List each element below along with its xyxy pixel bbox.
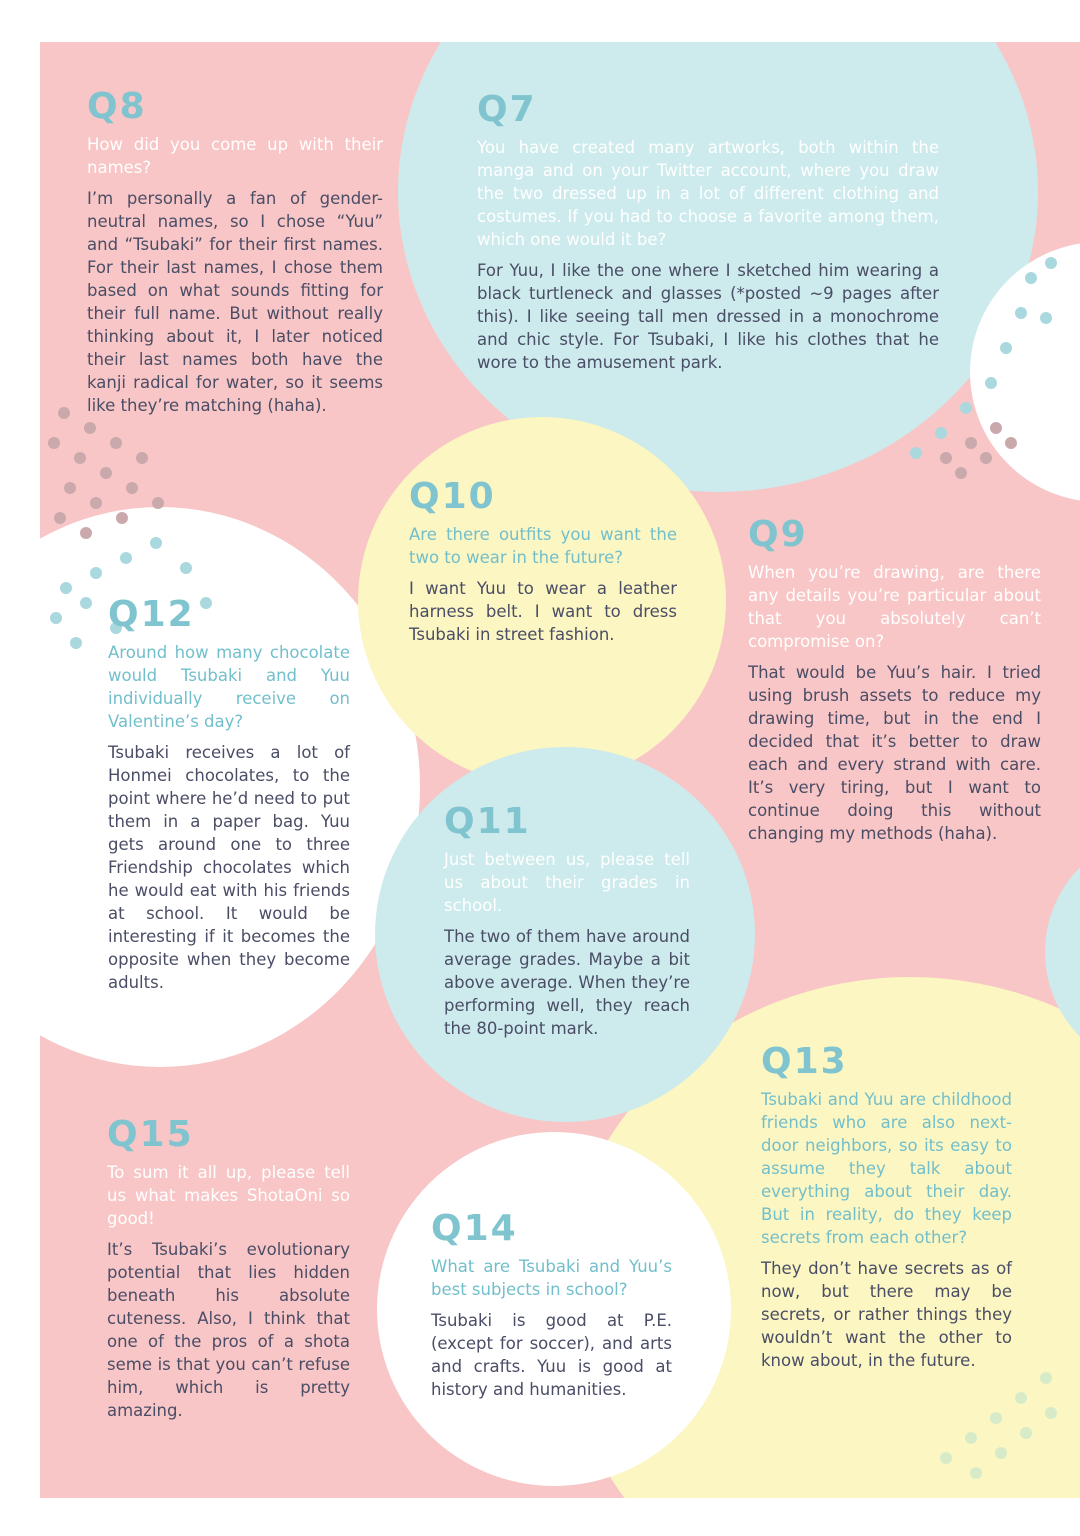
q7-block [477,90,939,374]
q12-answer: Tsubaki receives a lot of Honmei chocolates, to the point where he’d need to put them in a paper bag. Yuu gets around one to three Friendship chocolates which he would eat with his friends at school. It would be interesting if it becomes the opposite when they become adults. [108,743,350,992]
q14-question: What are Tsubaki and Yuu’s best subjects in school? [431,1257,672,1299]
q10-answer: I want Yuu to wear a leather harness belt. I want to dress Tsubaki in street fashion. [409,579,677,644]
q7-number: Q7 [477,89,537,130]
q11-block [444,802,690,1040]
q9-answer: That would be Yuu’s hair. I tried using brush assets to reduce my drawing time, but in the end I decided that it’s better to draw each and every strand with care. It’s very tiring, but I want to continue doing this without changing my methods (haha). [748,663,1041,843]
q15-answer: It’s Tsubaki’s evolutionary potential that lies hidden beneath his absolute cuteness. Also, I think that one of the pros of a shota seme is that you can’t refuse him, which is pretty amazing. [107,1240,350,1420]
q9-question: When you’re drawing, are there any details you’re particular about that you absolutely can’t compromise on? [748,563,1041,651]
q11-answer: The two of them have around average grades. Maybe a bit above average. When they’re performing well, they reach the 80-point mark. [444,927,690,1038]
q13-answer: They don’t have secrets as of now, but there may be secrets, or rather things they wouldn’t want the other to know about, in the future. [761,1259,1012,1370]
q7-question: You have created many artworks, both within the manga and on your Twitter account, where you draw the two dressed up in a lot of different clothing and costumes. If you had to choose a favorite among them, which one would it be? [477,138,939,249]
q15-question: To sum it all up, please tell us what makes ShotaOni so good! [107,1163,350,1228]
q8-number: Q8 [87,86,147,127]
q10-block [409,477,677,646]
q11-number: Q11 [444,801,531,842]
q13-number: Q13 [761,1041,848,1082]
q14-number: Q14 [431,1208,518,1249]
q9-block [748,515,1041,845]
q14-answer: Tsubaki is good at P.E. (except for soccer), and arts and crafts. Yuu is good at history and humanities. [431,1311,672,1399]
q10-number: Q10 [409,476,496,517]
q8-answer: I’m personally a fan of gender-neutral names, so I chose “Yuu” and “Tsubaki” for their first names. For their last names, I chose them based on what sounds fitting for their full name. But without really thinking about it, I later noticed their last names both have the kanji radical for water, so it seems like they’re matching (haha). [87,189,383,415]
q13-block [761,1042,1012,1372]
q8-block [87,87,383,417]
q13-question: Tsubaki and Yuu are childhood friends who are also next-door neighbors, so its easy to assume they talk about everything about their day. But in reality, do they keep secrets from each other? [761,1090,1012,1247]
q12-block [108,595,350,994]
q7-answer: For Yuu, I like the one where I sketched him wearing a black turtleneck and glasses (*posted ~9 pages after this). I like seeing tall men dressed in a monochrome and chic style. For Tsubaki, I like his clothes that he wore to the amusement park. [477,261,939,372]
q10-question: Are there outfits you want the two to wear in the future? [409,525,677,567]
q14-block [431,1209,672,1401]
q12-number: Q12 [108,594,195,635]
q12-question: Around how many chocolate would Tsubaki and Yuu individually receive on Valentine’s day? [108,643,350,731]
q9-number: Q9 [748,514,808,555]
q15-number: Q15 [107,1114,194,1155]
q11-question: Just between us, please tell us about their grades in school. [444,850,690,915]
q15-block [107,1115,350,1422]
q8-question: How did you come up with their names? [87,135,383,177]
pink-background-sheet [40,42,1080,1498]
